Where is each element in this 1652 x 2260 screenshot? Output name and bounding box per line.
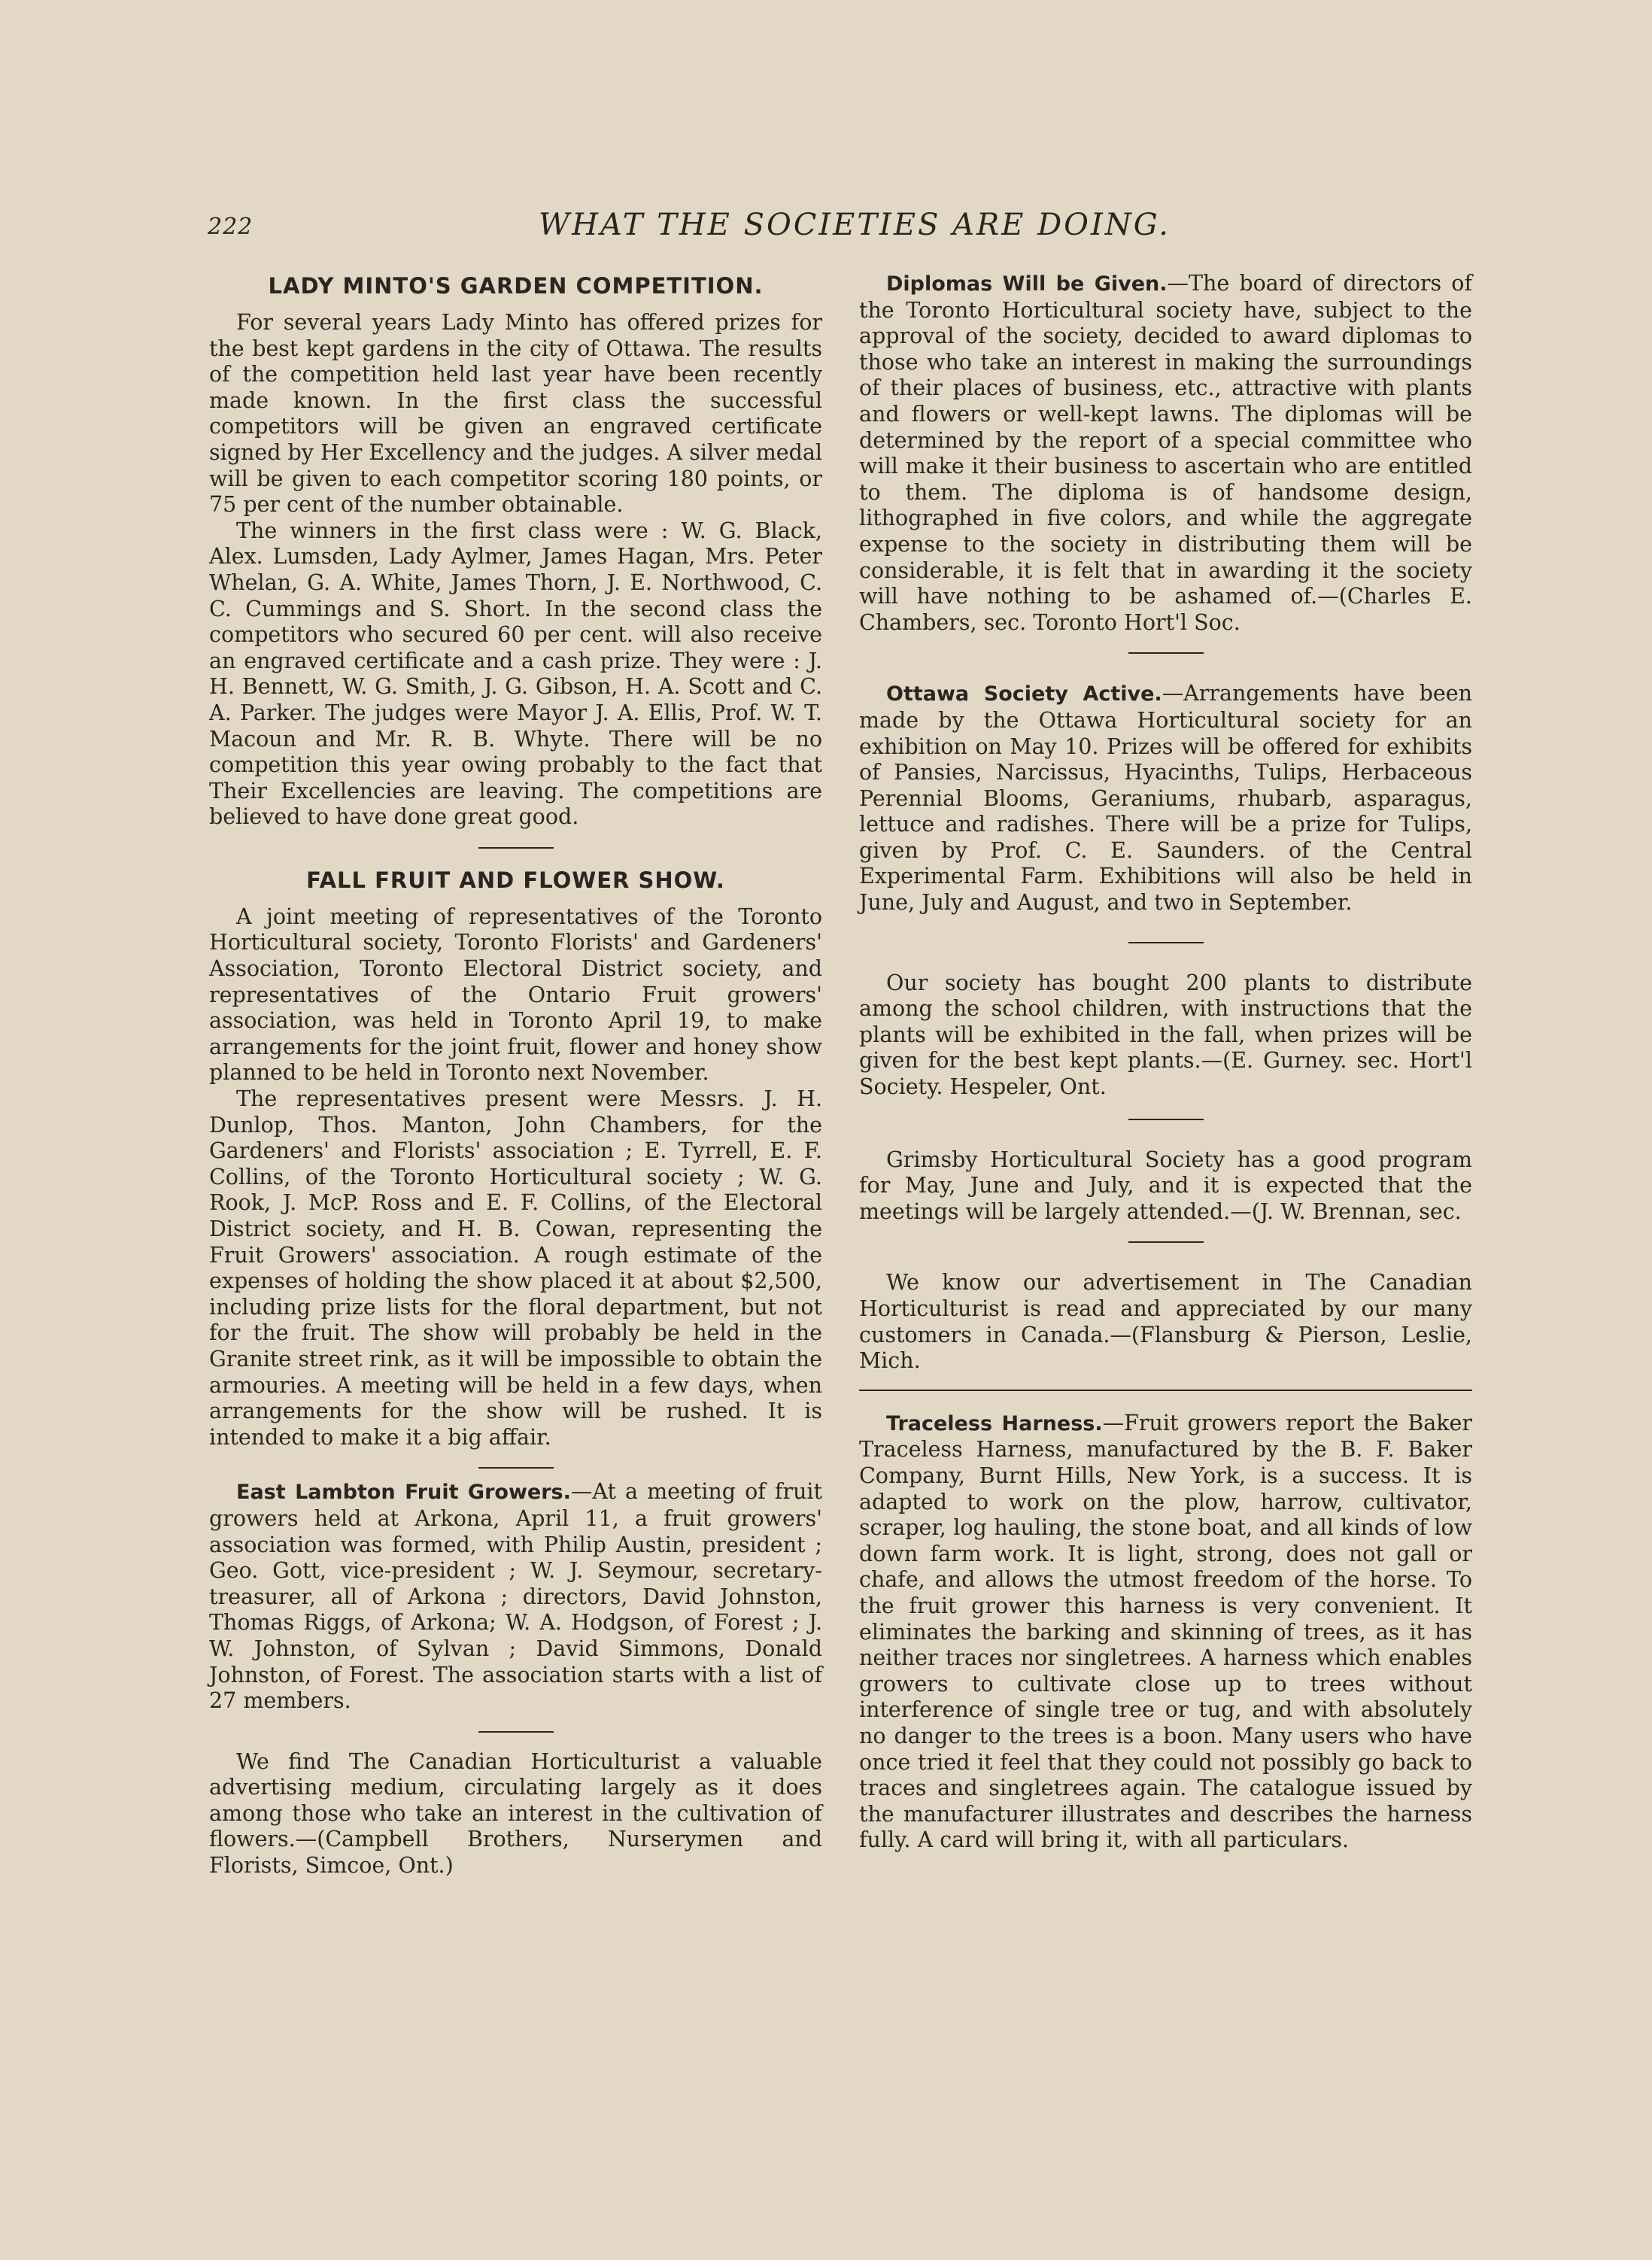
article-text: —The board of directors of the Toronto Horticultural society have, subject to the approval of the society, decided to award diplomas to those who take an interest in making the surroundings of their places of business, etc., attractive with plants and flowers or well-kept lawns. The diplomas will be determined by the report of a special committee who will make it their business to ascertain who are entitled to them. The diploma is of handsome design, lithographed in five colors, and while the aggregate expense to the society in distributing them will be considerable, it is felt that in awarding it the society will have nothing to be ashamed of.—(Charles E. Chambers, sec. Toronto Hort'l Soc. (859, 271, 1472, 635)
article-fall-show (209, 865, 822, 1450)
article-lady-minto (209, 271, 822, 831)
article-paragraph: A joint meeting of representatives of the Toronto Horticultural society, Toronto Florists' and Gardeners' Association, Toronto Electoral District society, and representatives of the Ontario Fruit growers' association, was held in Toronto April 19, to make arrangements for the joint fruit, flower and honey show planned to be held in Toronto next November. (209, 904, 822, 1086)
article-paragraph: For several years Lady Minto has offered prizes for the best kept gardens in the city of Ottawa. The results of the competition held last year have been recently made known. In the first class the successful competitors will be given an engraved certificate signed by Her Excellency and the judges. A silver medal will be given to each competitor scoring 180 points, or 75 per cent of the number obtainable. (209, 310, 822, 518)
article-campbell (209, 1749, 822, 1879)
section-separator (478, 1467, 554, 1469)
run-in-heading: Ottawa Society Active. (886, 682, 1162, 706)
page-header (208, 208, 1471, 253)
article-paragraph: Grimsby Horticultural Society has a good program for May, June and July, and it is expected that the meetings will be largely attended.—(J. W. Brennan, sec. (859, 1147, 1472, 1224)
article-heading: FALL FRUIT AND FLOWER SHOW. (306, 867, 725, 893)
article-east-lambton (209, 1479, 822, 1714)
article-text: —Arrangements have been made by the Ottawa Horticultural society for an exhibition on May 10. Prizes will be offered for exhibits of Pansies, Narcissus, Hyacinths, Tulips, Herbaceous Perennial Blooms, Geraniums, rhubarb, asparagus, lettuce and radishes. There will be a prize for Tulips, given by Prof. C. E. Saunders. of the Central Experimental Farm. Exhibitions will also be held in June, July and August, and two in September. (859, 681, 1472, 916)
article-flansburg (859, 1270, 1472, 1374)
article-ottawa (859, 681, 1472, 916)
article-text: —Fruit growers report the Baker Traceless Harness, manufactured by the B. F. Baker Company, Burnt Hills, New York, is a success. It is adapted to work on the plow, harrow, cultivator, scraper, log hauling, the stone boat, and all kinds of low down farm work. It is light, strong, does not gall or chafe, and allows the utmost freedom of the horse. To the fruit grower this harness is very convenient. It eliminates the barking and skinning of trees, as it has neither traces nor singletrees. A harness which enables growers to cultivate close up to trees without interference of single tree or tug, and with absolutely no danger to the trees is a boon. Many users who have once tried it feel that they could not possibly go back to traces and singletrees again. The catalogue issued by the manufacturer illustrates and describes the harness fully. A card will bring it, with all particulars. (859, 1410, 1472, 1853)
run-in-heading: East Lambton Fruit Growers. (236, 1481, 571, 1505)
article-heading: LADY MINTO'S GARDEN COMPETITION. (268, 273, 764, 299)
section-separator (478, 1731, 554, 1733)
run-in-heading: Diplomas Will be Given. (886, 272, 1168, 296)
article-paragraph: The representatives present were Messrs. J. H. Dunlop, Thos. Manton, John Chambers, for the Gardeners' and Florists' association ; E. Tyrrell, E. F. Collins, of the Toronto Horticultural society ; W. G. Rook, J. McP. Ross and E. F. Collins, of the Electoral District society, and H. B. Cowan, representing the Fruit Growers' association. A rough estimate of the expenses of holding the show placed it at about $2,500, including prize lists for the floral department, but not for the fruit. The show will probably be held in the Granite street rink, as it will be impossible to obtain the armouries. A meeting will be held in a few days, when arrangements for the show will be rushed. It is intended to make it a big affair. (209, 1086, 822, 1450)
article-text: —At a meeting of fruit growers held at Arkona, April 11, a fruit growers' association was formed, with Philip Austin, president ; Geo. Gott, vice-president ; W. J. Seymour, secretary-treasurer, all of Arkona ; directors, David Johnston, Thomas Riggs, of Arkona; W. A. Hodgson, of Forest ; J. W. Johnston, of Sylvan ; David Simmons, Donald Johnston, of Forest. The association starts with a list of 27 members. (209, 1479, 822, 1714)
article-diplomas (859, 271, 1472, 636)
section-separator (1128, 942, 1204, 943)
section-separator (1128, 652, 1204, 654)
article-paragraph: We know our advertisement in The Canadian Horticulturist is read and appreciated by our many customers in Canada.—(Flansburg & Pierson, Leslie, Mich. (859, 1270, 1472, 1374)
article-paragraph: The winners in the first class were : W. G. Black, Alex. Lumsden, Lady Aylmer, James Hagan, Mrs. Peter Whelan, G. A. White, James Thorn, J. E. Northwood, C. C. Cummings and S. Short. In the second class the competitors who secured 60 per cent. will also receive an engraved certificate and a cash prize. They were : J. H. Bennett, W. G. Smith, J. G. Gibson, H. A. Scott and C. A. Parker. The judges were Mayor J. A. Ellis, Prof. W. T. Macoun and Mr. R. B. Whyte. There will be no competition this year owing probably to the fact that Their Excellencies are leaving. The competitions are believed to have done great good. (209, 518, 822, 830)
article-traceless-harness (859, 1411, 1472, 1854)
article-paragraph: We find The Canadian Horticulturist a valuable advertising medium, circulating largely as it does among those who take an interest in the cultivation of flowers.—(Campbell Brothers, Nurserymen and Florists, Simcoe, Ont.) (209, 1748, 822, 1879)
page-number: 222 (208, 214, 254, 240)
article-grimsby (859, 1147, 1472, 1226)
right-column (859, 271, 1472, 1854)
run-in-heading: Traceless Harness. (886, 1411, 1103, 1435)
article-paragraph: Our society has bought 200 plants to distribute among the school children, with instructions that the plants will be exhibited in the fall, when prizes will be given for the best kept plants.—(E. Gurney. sec. Hort'l Society. Hespeler, Ont. (859, 970, 1472, 1100)
article-hespeler (859, 971, 1472, 1101)
section-rule (859, 1390, 1472, 1391)
section-separator (478, 847, 554, 849)
section-separator (1128, 1119, 1204, 1120)
section-separator (1128, 1241, 1204, 1243)
running-head: WHAT THE SOCIETIES ARE DOING. (539, 208, 1171, 242)
left-column (209, 271, 822, 1879)
